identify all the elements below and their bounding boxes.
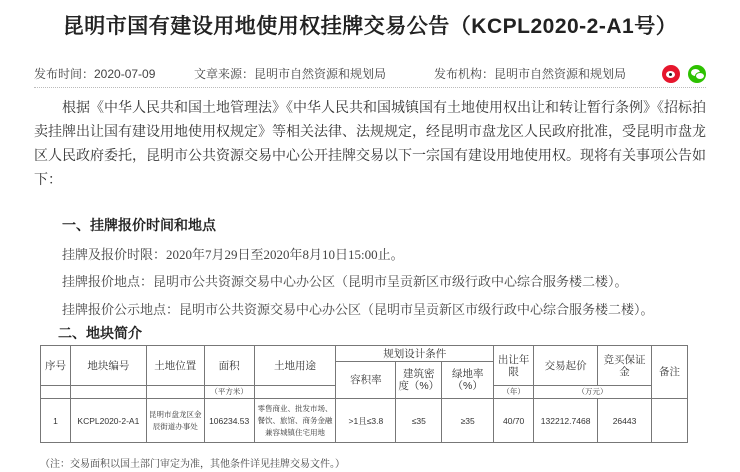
header-area: 面积 <box>204 346 254 386</box>
share-buttons <box>662 62 706 80</box>
meta-divider <box>34 87 706 88</box>
header-location: 土地位置 <box>146 346 204 386</box>
publish-time: 发布时间：2020-07-09 <box>34 67 156 81</box>
cell-density: ≤35 <box>396 399 442 443</box>
header-term: 出让年限 <box>494 346 534 386</box>
header-seq: 序号 <box>41 346 71 386</box>
header-green: 绿地率（%） <box>442 362 494 399</box>
header-code: 地块编号 <box>70 346 146 386</box>
cell-start-price: 132212.7468 <box>534 399 598 443</box>
section-heading-time-place: 一、挂牌报价时间和地点 <box>62 217 216 233</box>
weibo-icon[interactable] <box>662 65 680 83</box>
cell-remark <box>651 399 687 443</box>
unit-money: （万元） <box>534 386 652 399</box>
parcel-table <box>40 345 688 443</box>
cell-deposit: 26443 <box>598 399 652 443</box>
listing-notice-location: 挂牌报价公示地点：昆明市公共资源交易中心办公区（昆明市呈贡新区市级行政中心综合服务楼二楼）。 <box>62 302 654 317</box>
article-source: 文章来源：昆明市自然资源和规划局 <box>194 67 387 81</box>
header-start-price: 交易起价 <box>534 346 598 386</box>
table-row <box>41 399 688 443</box>
listing-location: 挂牌报价地点：昆明市公共资源交易中心办公区（昆明市呈贡新区市级行政中心综合服务楼二楼）。 <box>62 274 628 289</box>
cell-location: 昆明市盘龙区金辰街道办事处 <box>146 399 204 443</box>
cell-seq: 1 <box>41 399 71 443</box>
unit-empty <box>70 386 146 399</box>
page-title: 昆明市国有建设用地使用权挂牌交易公告（KCPL2020-2-A1号） <box>62 15 678 38</box>
header-far: 容积率 <box>336 362 396 399</box>
wechat-icon[interactable] <box>688 65 706 83</box>
cell-use: 零售商业、批发市场、餐饮、旅馆、商务金融兼容城镇住宅用地 <box>254 399 336 443</box>
intro-paragraph: 根据《中华人民共和国土地管理法》《中华人民共和国城镇国有土地使用权出让和转让暂行条例》《招标拍卖挂牌出让国有建设用地使用权规定》等相关法律、法规规定，经昆明市盘龙区人民政府批准，受昆明市盘龙区人民政府委托，昆明市公共资源交易中心公开挂牌交易以下一宗国有建设用地使用权。现将有关事项公告如下： <box>34 99 706 187</box>
listing-period: 挂牌及报价时限：2020年7月29日至2020年8月10日15:00止。 <box>62 247 404 262</box>
unit-empty <box>146 386 204 399</box>
header-density: 建筑密度（%） <box>396 362 442 399</box>
article-meta <box>34 62 706 84</box>
cell-far: >1且≤3.8 <box>336 399 396 443</box>
unit-empty <box>254 386 336 399</box>
table-note: （注：交易面积以国土部门审定为准，其他条件详见挂牌交易文件。） <box>40 459 345 470</box>
cell-term: 40/70 <box>494 399 534 443</box>
unit-term: （年） <box>494 386 534 399</box>
article-publisher: 发布机构：昆明市自然资源和规划局 <box>434 67 627 81</box>
header-planning: 规划设计条件 <box>336 346 494 362</box>
unit-area: （平方米） <box>204 386 254 399</box>
cell-code: KCPL2020-2-A1 <box>70 399 146 443</box>
header-remark: 备注 <box>651 346 687 399</box>
cell-green: ≥35 <box>442 399 494 443</box>
header-deposit: 竞买保证金 <box>598 346 652 386</box>
header-use: 土地用途 <box>254 346 336 386</box>
section-heading-parcel: 二、地块简介 <box>58 325 142 341</box>
unit-empty <box>41 386 71 399</box>
cell-area: 106234.53 <box>204 399 254 443</box>
